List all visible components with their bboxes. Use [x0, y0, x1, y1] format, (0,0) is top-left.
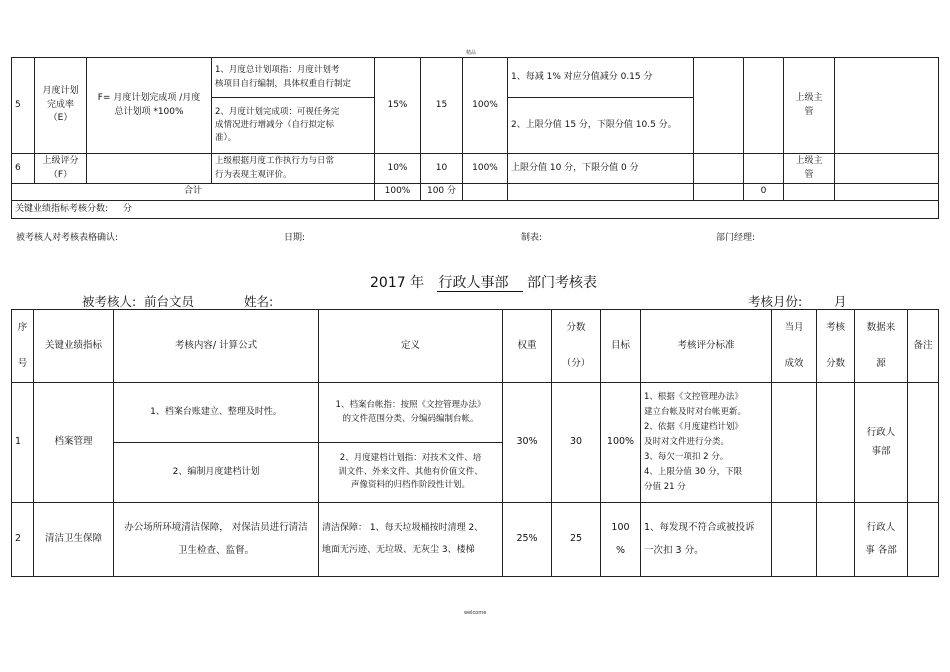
source-cell: 上级主 管 — [784, 154, 835, 184]
weight-cell: 30% — [503, 383, 552, 503]
target-cell: 100 % — [601, 503, 641, 577]
header-criteria: 考核评分标准 — [641, 310, 772, 383]
score-cell: 10 — [421, 154, 463, 184]
kpi-definition: 1、档案台帐指：按照《文控管理办法》 的文件范围分类、分编码编制台帐。 — [319, 383, 503, 443]
maker-label: 制表: — [521, 233, 543, 243]
key-score-row — [12, 201, 939, 219]
header-kpi: 关键业绩指标 — [34, 310, 114, 383]
criteria-cell: 1、每发现不符合或被投诉 一次扣 3 分。 — [641, 503, 772, 577]
note-cell — [908, 503, 939, 577]
kpi-formula — [87, 154, 212, 184]
weight-cell: 15% — [375, 58, 421, 154]
target-cell: 100% — [463, 58, 508, 154]
examinee-value: 前台文员 — [144, 294, 195, 309]
header-mark: 精品 — [466, 50, 477, 56]
kpi-definition: 1、月度总计划项指：月度计划考 核项目自行编制，具体权重自行制定 — [212, 58, 375, 98]
header-weight: 权重 — [503, 310, 552, 383]
name-label: 姓名: — [244, 294, 274, 309]
page-title — [370, 272, 597, 292]
row-no: 5 — [12, 58, 35, 154]
kpi-name: 上级评分 （F） — [35, 154, 87, 184]
title-dept: 行政人事部 — [437, 275, 523, 292]
manager-label: 部门经理: — [716, 233, 756, 243]
month-unit: 月 — [834, 294, 847, 309]
kpi-table-continued — [11, 57, 939, 219]
key-score-unit: 分 — [122, 203, 132, 214]
target-cell: 100% — [601, 383, 641, 503]
points-cell — [817, 503, 855, 577]
date-label: 日期: — [284, 233, 306, 243]
kpi-formula: F= 月度计划完成项 /月度 总计划项 *100% — [87, 58, 212, 154]
confirm-label: 被考核人对考核表格确认: — [16, 233, 119, 243]
header-definition: 定义 — [319, 310, 503, 383]
header-target: 目标 — [601, 310, 641, 383]
source-cell: 上级主 管 — [784, 58, 835, 154]
header-note: 备注 — [908, 310, 939, 383]
total-score: 100 分 — [421, 184, 463, 201]
note-cell — [835, 154, 939, 184]
kpi-content: 办公场所环境清洁保障， 对保洁员进行清洁 卫生检查、监督。 — [114, 503, 319, 577]
kpi-content: 2、编制月度建档计划 — [114, 443, 319, 503]
total-label: 合计 — [12, 184, 375, 201]
kpi-definition: 2、月度计划完成项：可视任务完 成情况进行增减分（自行拟定标 准）。 — [212, 98, 375, 154]
kpi-content: 1、档案台账建立、整理及时性。 — [114, 383, 319, 443]
row-no: 2 — [12, 503, 34, 577]
total-weight: 100% — [375, 184, 421, 201]
header-no: 序 号 — [12, 310, 34, 383]
score-cell: 30 — [552, 383, 601, 503]
header-score: 分数 （分） — [552, 310, 601, 383]
total-result: 0 — [744, 184, 784, 201]
source-cell: 行政人 事部 — [855, 383, 908, 503]
points-cell — [744, 154, 784, 184]
result-cell — [694, 58, 744, 154]
criteria-cell: 2、上限分值 15 分，下限分值 10.5 分。 — [508, 98, 694, 154]
title-suffix: 部门考核表 — [527, 275, 597, 291]
kpi-name: 月度计划 完成率 （E） — [35, 58, 87, 154]
header-points: 考核 分数 — [817, 310, 855, 383]
target-cell: 100% — [463, 154, 508, 184]
note-cell — [835, 58, 939, 154]
header-content: 考核内容/ 计算公式 — [114, 310, 319, 383]
result-cell — [694, 154, 744, 184]
kpi-table — [11, 309, 939, 577]
criteria-cell: 1、根据《文控管理办法》 建立台帐及时对台帐更新。 2、依据《月度建档计划》 及时对文件进行分类。 3、每欠一项扣 2 分。 4、上限分值 30 分，下限 分值 21 分 — [641, 383, 772, 503]
kpi-definition: 清洁保障： 1、每天垃圾桶按时清理 2、 地面无污迹、无垃圾、无灰尘 3、楼梯 — [319, 503, 503, 577]
row-no: 1 — [12, 383, 34, 503]
score-cell: 25 — [552, 503, 601, 577]
weight-cell: 10% — [375, 154, 421, 184]
examinee-label: 被考核人: — [82, 294, 137, 309]
kpi-definition: 上级根据月度工作执行力与日常 行为表现主观评价。 — [212, 154, 375, 184]
month-label: 考核月份: — [748, 294, 803, 309]
criteria-cell: 上限分值 10 分，下限分值 0 分 — [508, 154, 694, 184]
kpi-name: 档案管理 — [34, 383, 114, 503]
title-year: 2017 年 — [370, 275, 425, 291]
note-cell — [908, 383, 939, 503]
header-result: 当月 成效 — [772, 310, 817, 383]
result-cell — [772, 383, 817, 503]
score-cell: 15 — [421, 58, 463, 154]
criteria-cell: 1、每减 1% 对应分值减分 0.15 分 — [508, 58, 694, 98]
kpi-definition: 2、月度建档计划指：对技术文件、培 训文件、外来文件、其他有价值文件、 声像资料的归档作阶段性计划。 — [319, 443, 503, 503]
result-cell — [772, 503, 817, 577]
kpi-name: 清洁卫生保障 — [34, 503, 114, 577]
points-cell — [817, 383, 855, 503]
source-cell: 行政人 事 各部 — [855, 503, 908, 577]
key-score-label: 关键业绩指标考核分数: — [15, 203, 109, 214]
row-no: 6 — [12, 154, 35, 184]
footer-mark: welcome — [464, 610, 487, 616]
header-source: 数据来 源 — [855, 310, 908, 383]
weight-cell: 25% — [503, 503, 552, 577]
points-cell — [744, 58, 784, 154]
